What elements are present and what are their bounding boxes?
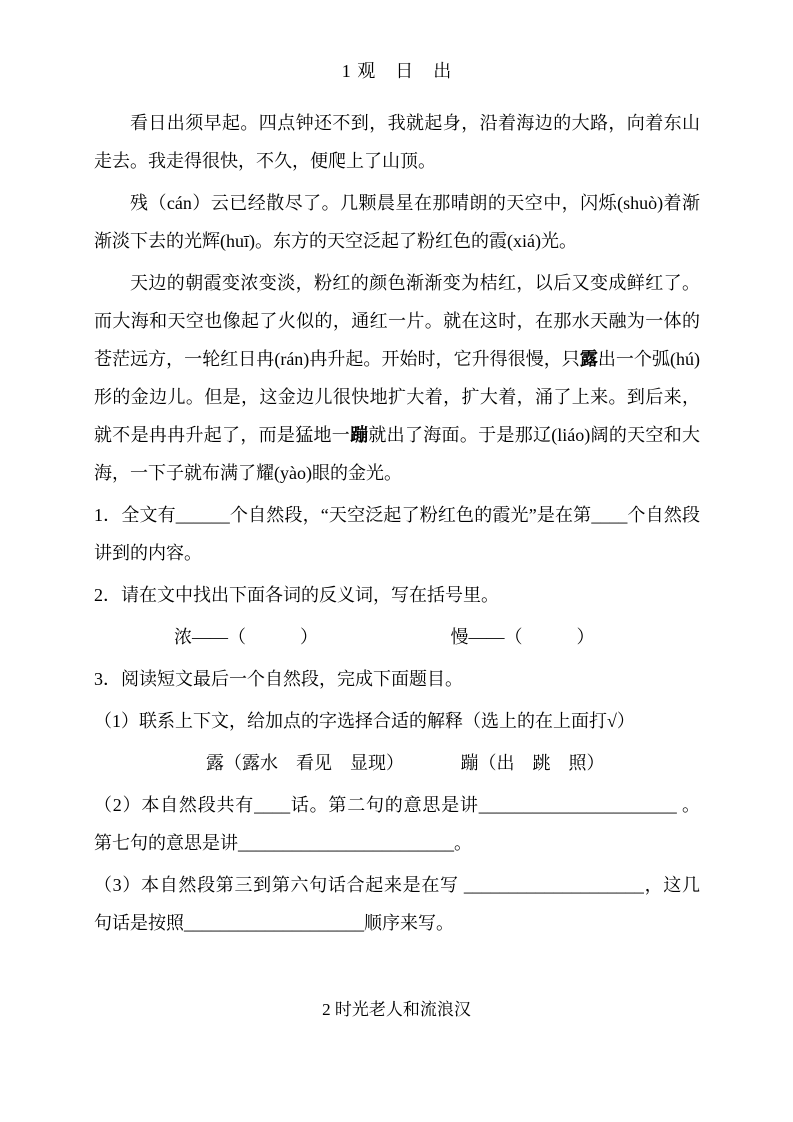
story-paragraph-1: 看日出须早起。四点钟还不到，我就起身，沿着海边的大路，向着东山走去。我走得很快，不久，便爬上了山顶。 [94,113,700,171]
question-3-3: （3）本自然段第三到第六句话合起来是在写 ____________________，这几句话是按照____________________顺序来写。 [94,875,700,933]
story-text-segment: 就出了海面。于是那辽(liáo)阔的天空和大海，一下子就布满了耀(yào)眼的金光。 [94,425,701,483]
next-passage-title: 2 时光老人和流浪汉 [322,1000,471,1019]
question-2-antonym-line [94,618,700,656]
story-paragraph-3 [94,264,700,492]
choice-beng: 蹦（出 跳 照） [460,753,605,773]
emphasized-char-beng: 蹦 [350,425,369,445]
emphasized-char-lu: 露 [579,349,598,369]
story-text-segment: 天边的朝霞变浓变淡，粉红的颜色渐渐变为桔红，以后又变成鲜红了。而大海和天空也像起了火似的，通红一片。就在这时，在那水天融为一体的苍茫远方，一轮红日冉(rán)冉升起。开始时，它升得很慢，只 [94,273,700,369]
story-paragraph-2: 残（cán）云已经散尽了。几颗晨星在那晴朗的天空中，闪烁(shuò)着渐渐淡下去的光辉(huī)。东方的天空泛起了粉红色的霞(xiá)光。 [94,193,700,251]
question-3-label: 3．阅读短文最后一个自然段，完成下面题目。 [94,669,463,689]
question-3-1-choices [94,744,700,782]
question-3-2: （2）本自然段共有____话。第二句的意思是讲______________________ 。第七句的意思是讲________________________。 [94,795,700,853]
story-text-segment: 出一个弧(hú)形的金边儿。但是，这金边儿很快地扩大着，扩大着，涌了上来。到后来，就不是冉冉升起了，而是猛地一 [94,349,700,445]
question-3-1: （1）联系上下文，给加点的字选择合适的解释（选上的在上面打√） [94,711,635,731]
antonym-blank-nong: 浓——（ ） [174,627,318,647]
antonym-blank-man: 慢——（ ） [450,627,595,647]
choice-lu: 露（露水 看见 显现） [206,753,404,773]
question-1: 1．全文有______个自然段，“天空泛起了粉红色的霞光”是在第____个自然段讲到的内容。 [94,505,700,563]
passage-title: 1 观 日 出 [341,61,453,81]
question-2-label: 2．请在文中找出下面各词的反义词，写在括号里。 [94,585,499,605]
